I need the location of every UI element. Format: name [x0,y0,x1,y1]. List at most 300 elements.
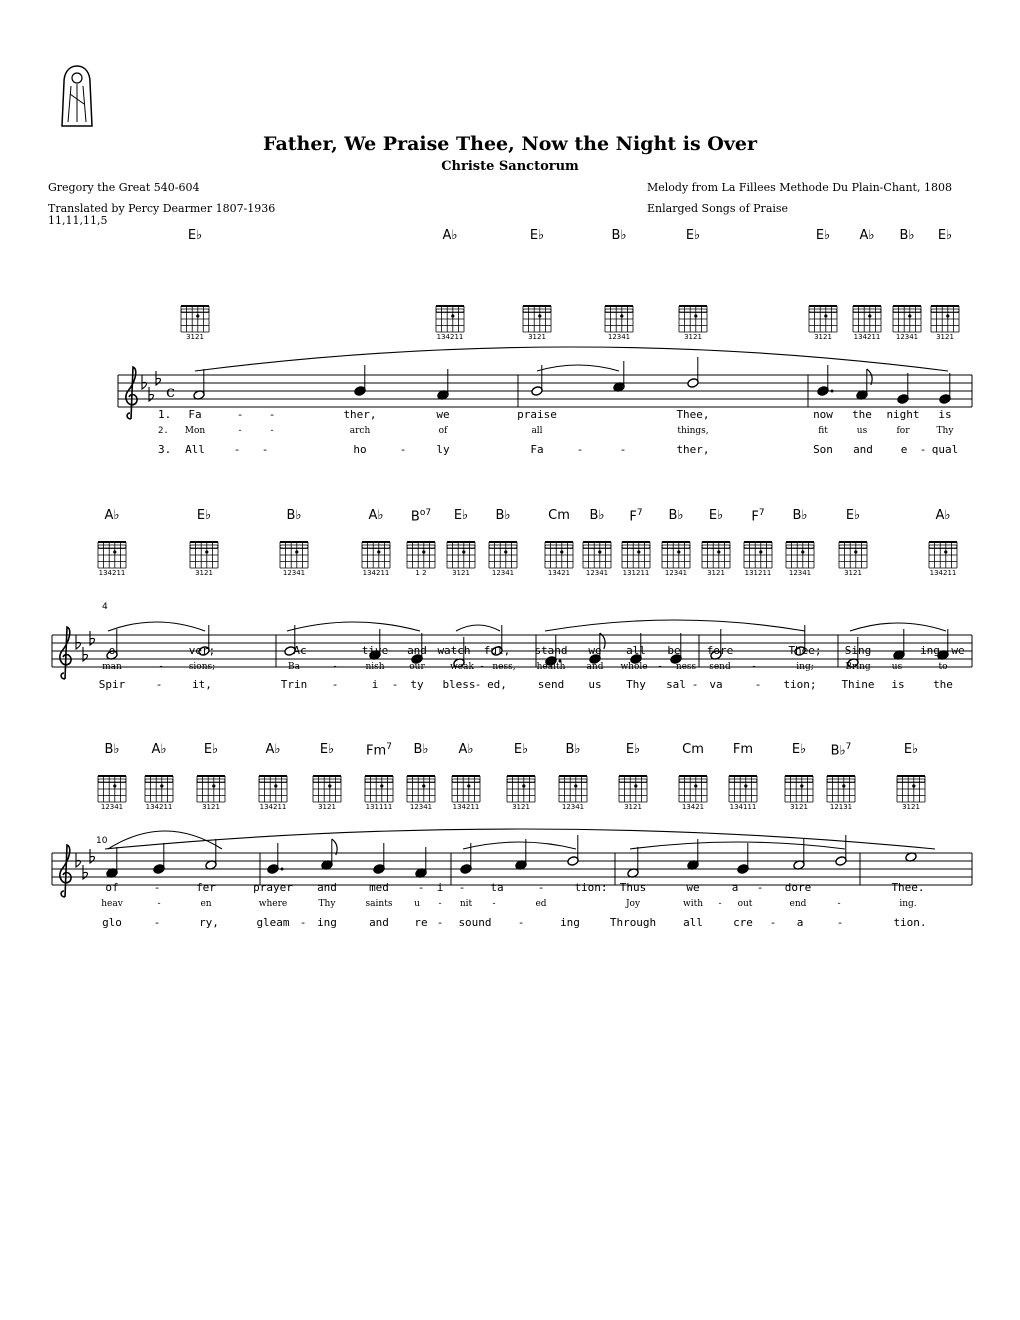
chord-diagram [98,776,126,802]
lyric-syllable: man [102,662,122,672]
lyric-syllable: i [436,881,444,894]
chord-symbol [188,228,202,243]
lyric-syllable: Thee; [788,644,822,657]
flat-icon [76,853,81,867]
chord-diagram [436,306,464,332]
lyric-syllable: sound [458,916,492,929]
note [373,843,385,874]
measure-number: 10 [96,836,108,846]
chord-diagram [679,306,707,332]
lyric-syllable: we [436,408,450,421]
tune-name: Christe Sanctorum [441,159,579,174]
lyric-syllable: re [414,916,428,929]
chord-fingering: 134111 [729,803,757,811]
chord-diagram [622,542,650,568]
chord-diagram [744,542,772,568]
slur [105,829,935,849]
note [267,843,284,874]
chord-symbol [514,742,528,757]
chord-name: A♭ [104,508,120,523]
lyric-syllable: Thy [318,899,336,909]
chord-diagram [929,542,957,568]
chord-diagram [786,542,814,568]
lyric-syllable: o [108,644,116,657]
lyric-syllable: fit [818,426,828,436]
note [835,835,847,866]
song-title: Father, We Praise Thee, Now the Night is Over [263,133,757,155]
chord-symbol [629,508,642,524]
meter: 11,11,11,5 [48,214,108,227]
lyric-syllable: sal [666,678,686,691]
lyric-syllable: a [731,881,739,894]
lyric-syllable: Bring [845,662,871,672]
lyric-syllable: gleam [256,916,290,929]
chord-symbol [751,508,764,524]
lyric-syllable: sions; [188,662,216,672]
chord-extension: 7 [758,508,765,518]
verse-number: 3. [158,443,172,456]
chord-diagram [259,776,287,802]
lyric-syllable: - [480,662,484,672]
slur [537,365,619,371]
lyric-syllable: tion: [574,881,608,894]
lyric-syllable: ing [920,644,940,657]
chord-name: E♭ [903,742,919,757]
chord-name: F [751,509,759,525]
lyric-syllable: night [886,408,920,421]
lyric-syllable: the [852,408,872,421]
slur [545,620,805,631]
chord-fingering: 3121 [902,803,920,811]
chord-name: E♭ [529,228,545,243]
lyric-syllable: Fa [188,408,202,421]
chord-diagram [407,776,435,802]
lyric-syllable: us [856,426,868,436]
lyric-syllable: Through [609,916,657,929]
note [897,373,909,404]
lyric-syllable: we [588,644,602,657]
lyric-syllable: Ac [293,644,307,657]
chord-name: A♭ [151,742,167,757]
chord-fingering: 12341 [561,803,585,811]
chord-diagram [853,306,881,332]
chord-diagram [362,542,390,568]
lyric-syllable: weak [450,662,474,672]
lyric-syllable: - [718,899,722,909]
chord-diagram [809,306,837,332]
chord-name: Fm [366,743,387,759]
lyric-syllable: Thy [626,678,646,691]
chord-fingering: 3121 [202,803,220,811]
lyric-syllable: is [891,678,905,691]
lyric-syllable: fer [196,881,216,894]
lyric-syllable: stand [534,644,568,657]
chord-symbol [530,228,544,243]
chord-fingering: 12341 [100,803,124,811]
note [106,847,118,878]
lyric-syllable: qual [931,443,959,456]
note [354,365,366,396]
chord-symbol [197,508,211,523]
chord-diagram [447,542,475,568]
lyric-syllable: Fa [530,443,544,456]
lyric-syllable: - [691,644,699,657]
note [515,839,527,870]
chord-fingering: 3121 [790,803,808,811]
chord-fingering: 12341 [788,569,812,577]
chord-fingering: 13421 [547,569,571,577]
lyric-syllable: ty [410,678,424,691]
lyric-syllable: ful, [483,644,511,657]
chord-name: B♭ [104,742,120,757]
lyric-syllable: - [333,662,337,672]
slur [463,842,576,849]
chord-name: Cm [682,742,704,757]
chord-name: A♭ [368,508,384,523]
lyric-syllable: - [470,644,478,657]
note [205,839,217,870]
lyric-syllable: Sing [844,644,872,657]
lyric-syllable: Trin [280,678,308,691]
chord-fingering: 131111 [365,803,393,811]
chord-fingering: 134211 [98,569,126,577]
lyric-syllable: us [891,662,903,672]
chord-diagram [452,776,480,802]
chord-name: A♭ [935,508,951,523]
chord-fingering: 131211 [622,569,650,577]
slur [456,625,500,631]
chord-fingering: 13421 [681,803,705,811]
chord-fingering: 3121 [624,803,642,811]
flat-icon [142,375,147,389]
lyric-syllable: praise [517,408,557,421]
chord-name: E♭ [453,508,469,523]
slur [850,623,946,631]
lyric-syllable: fore [706,644,734,657]
chord-name: E♭ [845,508,861,523]
lyric-syllable: be [667,644,681,657]
slur [195,347,948,371]
chord-diagram [893,306,921,332]
slur [108,622,205,631]
chord-symbol [104,508,119,523]
measure-number: 4 [102,602,108,612]
lyric-syllable: - [754,678,762,691]
lyric-syllable: Spir [98,678,126,691]
lyric-syllable: where [258,899,288,909]
chord-fingering: 134211 [362,569,390,577]
lyric-syllable: - [438,899,442,909]
lyric-syllable: ver; [188,644,216,657]
chord-symbol [668,508,683,523]
lyric-syllable: and [853,443,873,456]
lyric-syllable: ed, [487,678,507,691]
chord-extension: 7 [845,742,852,752]
lyric-syllable: ther, [343,408,377,421]
chord-extension: 7 [636,508,643,518]
lyric-syllable: - [517,916,525,929]
lyric-syllable: the [933,678,953,691]
lyric-syllable: cre [733,916,753,929]
lyric-syllable: we [686,881,700,894]
chord-fingering: 12341 [282,569,306,577]
lyric-syllable: - [153,881,161,894]
chord-diagram [605,306,633,332]
lyric-syllable: tion. [893,916,927,929]
translator-credit: Translated by Percy Dearmer 1807-1936 [48,202,276,215]
lyric-syllable: end [789,899,807,909]
chord-fingering: 134211 [145,803,173,811]
lyric-syllable: - [233,443,241,456]
chord-symbol [565,742,580,757]
chord-symbol [792,742,806,757]
lyric-syllable: and [407,644,427,657]
chord-symbol [816,228,830,243]
chord-name: A♭ [859,228,875,243]
chord-fingering: 3121 [936,333,954,341]
lyric-syllable: Thee. [891,881,925,894]
chord-name: E♭ [708,508,724,523]
chord-diagram [897,776,925,802]
lyric-syllable: watch [437,644,471,657]
lyric-syllable: ed [535,899,547,909]
chord-diagram [729,776,757,802]
chord-fingering: 3121 [814,333,832,341]
chord-name: B♭ [792,508,808,523]
lyric-syllable: - [769,916,777,929]
slur [630,842,845,849]
chord-fingering: 131211 [744,569,772,577]
chord-symbol [548,508,570,523]
chord-symbol [686,228,700,243]
source-credit: Enlarged Songs of Praise [647,202,789,215]
lyric-syllable: med [369,881,389,894]
chord-symbol [368,508,383,523]
lyric-syllable: - [436,916,444,929]
lyric-syllable: us [588,678,602,691]
lyric-syllable: send [537,678,565,691]
note [415,847,427,878]
chord-name: E♭ [187,228,203,243]
chord-diagram [197,776,225,802]
chord-symbol [320,742,334,757]
lyric-syllable: Ba [288,662,300,672]
lyric-syllable: saints [365,899,393,909]
chord-symbol [792,508,807,523]
chord-fingering: 3121 [195,569,213,577]
chord-symbol [709,508,723,523]
chord-fingering: 134211 [436,333,464,341]
chord-symbol [682,742,704,757]
chord-symbol [286,508,301,523]
lyric-syllable: - [157,644,165,657]
chord-fingering: 3121 [186,333,204,341]
lyric-syllable: en [200,899,212,909]
lyric-syllable: - [752,662,756,672]
chord-name: E♭ [203,742,219,757]
lyric-syllable: Thee, [676,408,710,421]
chord-fingering: 134211 [929,569,957,577]
chord-diagram [145,776,173,802]
lyric-syllable: - [756,881,764,894]
lyric-syllable: prayer [253,881,293,894]
chord-fingering: 3121 [844,569,862,577]
lyric-syllable: - [261,443,269,456]
note [939,373,951,404]
chord-diagram [280,542,308,568]
chord-diagram [181,306,209,332]
lyric-syllable: Thy [936,426,954,436]
chord-symbol [733,742,753,757]
lyric-syllable: with [683,899,703,909]
note [856,369,872,400]
chord-diagram [839,542,867,568]
lyric-syllable: ho [353,443,367,456]
chord-diagram [507,776,535,802]
lyric-syllable: - [458,881,466,894]
lyric-syllable: tion; [783,678,817,691]
lyric-syllable: ly [436,443,450,456]
chord-extension: o7 [419,508,432,518]
chord-diagram [407,542,435,568]
chord-name: B♭ [286,508,302,523]
chord-fingering: 3121 [684,333,702,341]
lyric-syllable: - [159,662,163,672]
chord-name: A♭ [458,742,474,757]
lyric-syllable: - [331,678,339,691]
lyric-syllable: - [153,916,161,929]
chord-symbol [204,742,218,757]
note [687,357,699,388]
lyric-syllable: - [299,916,307,929]
lyric-syllable: ry, [199,916,219,929]
chord-diagram [559,776,587,802]
lyric-syllable: u [414,899,420,909]
lyric-syllable: Thus [619,881,647,894]
chord-name: E♭ [319,742,335,757]
note [153,843,165,874]
chord-diagram [545,542,573,568]
chord-diagram [190,542,218,568]
lyric-syllable: va [709,678,723,691]
chord-fingering: 12341 [491,569,515,577]
lyric-syllable: - [492,899,496,909]
lyric-syllable: e [900,443,908,456]
lyric-syllable: glo [102,916,122,929]
chord-name: E♭ [513,742,529,757]
chord-diagram [523,306,551,332]
chord-symbol [104,742,119,757]
chord-symbol [413,742,428,757]
lyric-syllable: dore [784,881,812,894]
verse-number: 2. [158,426,169,436]
chord-name: B♭ [589,508,605,523]
chord-symbol [611,228,626,243]
note [193,369,205,400]
chord-fingering: 12131 [829,803,853,811]
lyric-syllable: health [536,662,566,672]
lyric-syllable: Joy [625,899,641,909]
lyric-syllable: heav [101,899,123,909]
lyric-syllable: Son [813,443,833,456]
lyric-syllable: nish [365,662,385,672]
lyric-syllable: of [438,426,448,436]
staff [118,375,972,407]
chord-name: Cm [548,508,570,523]
chord-symbol [151,742,166,757]
staff [52,853,972,885]
chord-name: A♭ [442,228,458,243]
chord-name: B♭ [668,508,684,523]
lyric-syllable: - [391,678,399,691]
chord-fingering: 1 2 [415,569,427,577]
lyric-syllable: ing [317,916,337,929]
chord-fingering: 134211 [452,803,480,811]
lyric-syllable: for [896,426,910,436]
lyric-syllable: all [531,426,543,436]
note [321,839,337,870]
lyric-syllable: All [185,443,205,456]
lyric-syllable: nit [459,899,473,909]
lyric-syllable: - [837,899,841,909]
lyric-syllable: - [270,426,274,436]
lyric-syllable: - [474,678,482,691]
chord-diagram [931,306,959,332]
chord-symbol [846,508,860,523]
lyric-syllable: - [345,644,353,657]
lyric-syllable: - [537,881,545,894]
chord-name: E♭ [791,742,807,757]
lyric-syllable: - [658,662,662,672]
chord-symbol [859,228,874,243]
lyric-syllable: to [938,662,948,672]
lyric-syllable: - [576,443,584,456]
chord-symbol [265,742,280,757]
chord-name: A♭ [265,742,281,757]
chord-diagram [679,776,707,802]
lyric-syllable: - [619,443,627,456]
lyric-syllable: we [951,644,965,657]
lyric-syllable: a [796,916,804,929]
chord-name: E♭ [937,228,953,243]
chord-fingering: 3121 [452,569,470,577]
chord-diagram [785,776,813,802]
lyric-syllable: bless [442,678,476,691]
lyric-syllable: it, [192,678,212,691]
chord-name: E♭ [815,228,831,243]
lyric-syllable: - [399,443,407,456]
lyric-syllable: ing [560,916,580,929]
note [627,847,639,878]
chord-diagram [827,776,855,802]
lyric-syllable: - [155,678,163,691]
lyric-syllable: - [236,408,244,421]
lyric-syllable: - [157,899,161,909]
lyric-syllable: ing. [899,899,917,909]
chord-symbol [495,508,510,523]
chord-symbol [366,742,392,758]
lyric-syllable: is [938,408,952,421]
chord-fingering: 12341 [409,803,433,811]
chord-name: Fm [732,742,754,757]
chord-name: B♭ [495,508,511,523]
lyric-syllable: and [369,916,389,929]
lyric-syllable: our [409,662,425,672]
chord-symbol [454,508,468,523]
lyric-syllable: all [626,644,646,657]
common-time-icon: c [166,382,175,401]
lyric-syllable: - [691,678,699,691]
